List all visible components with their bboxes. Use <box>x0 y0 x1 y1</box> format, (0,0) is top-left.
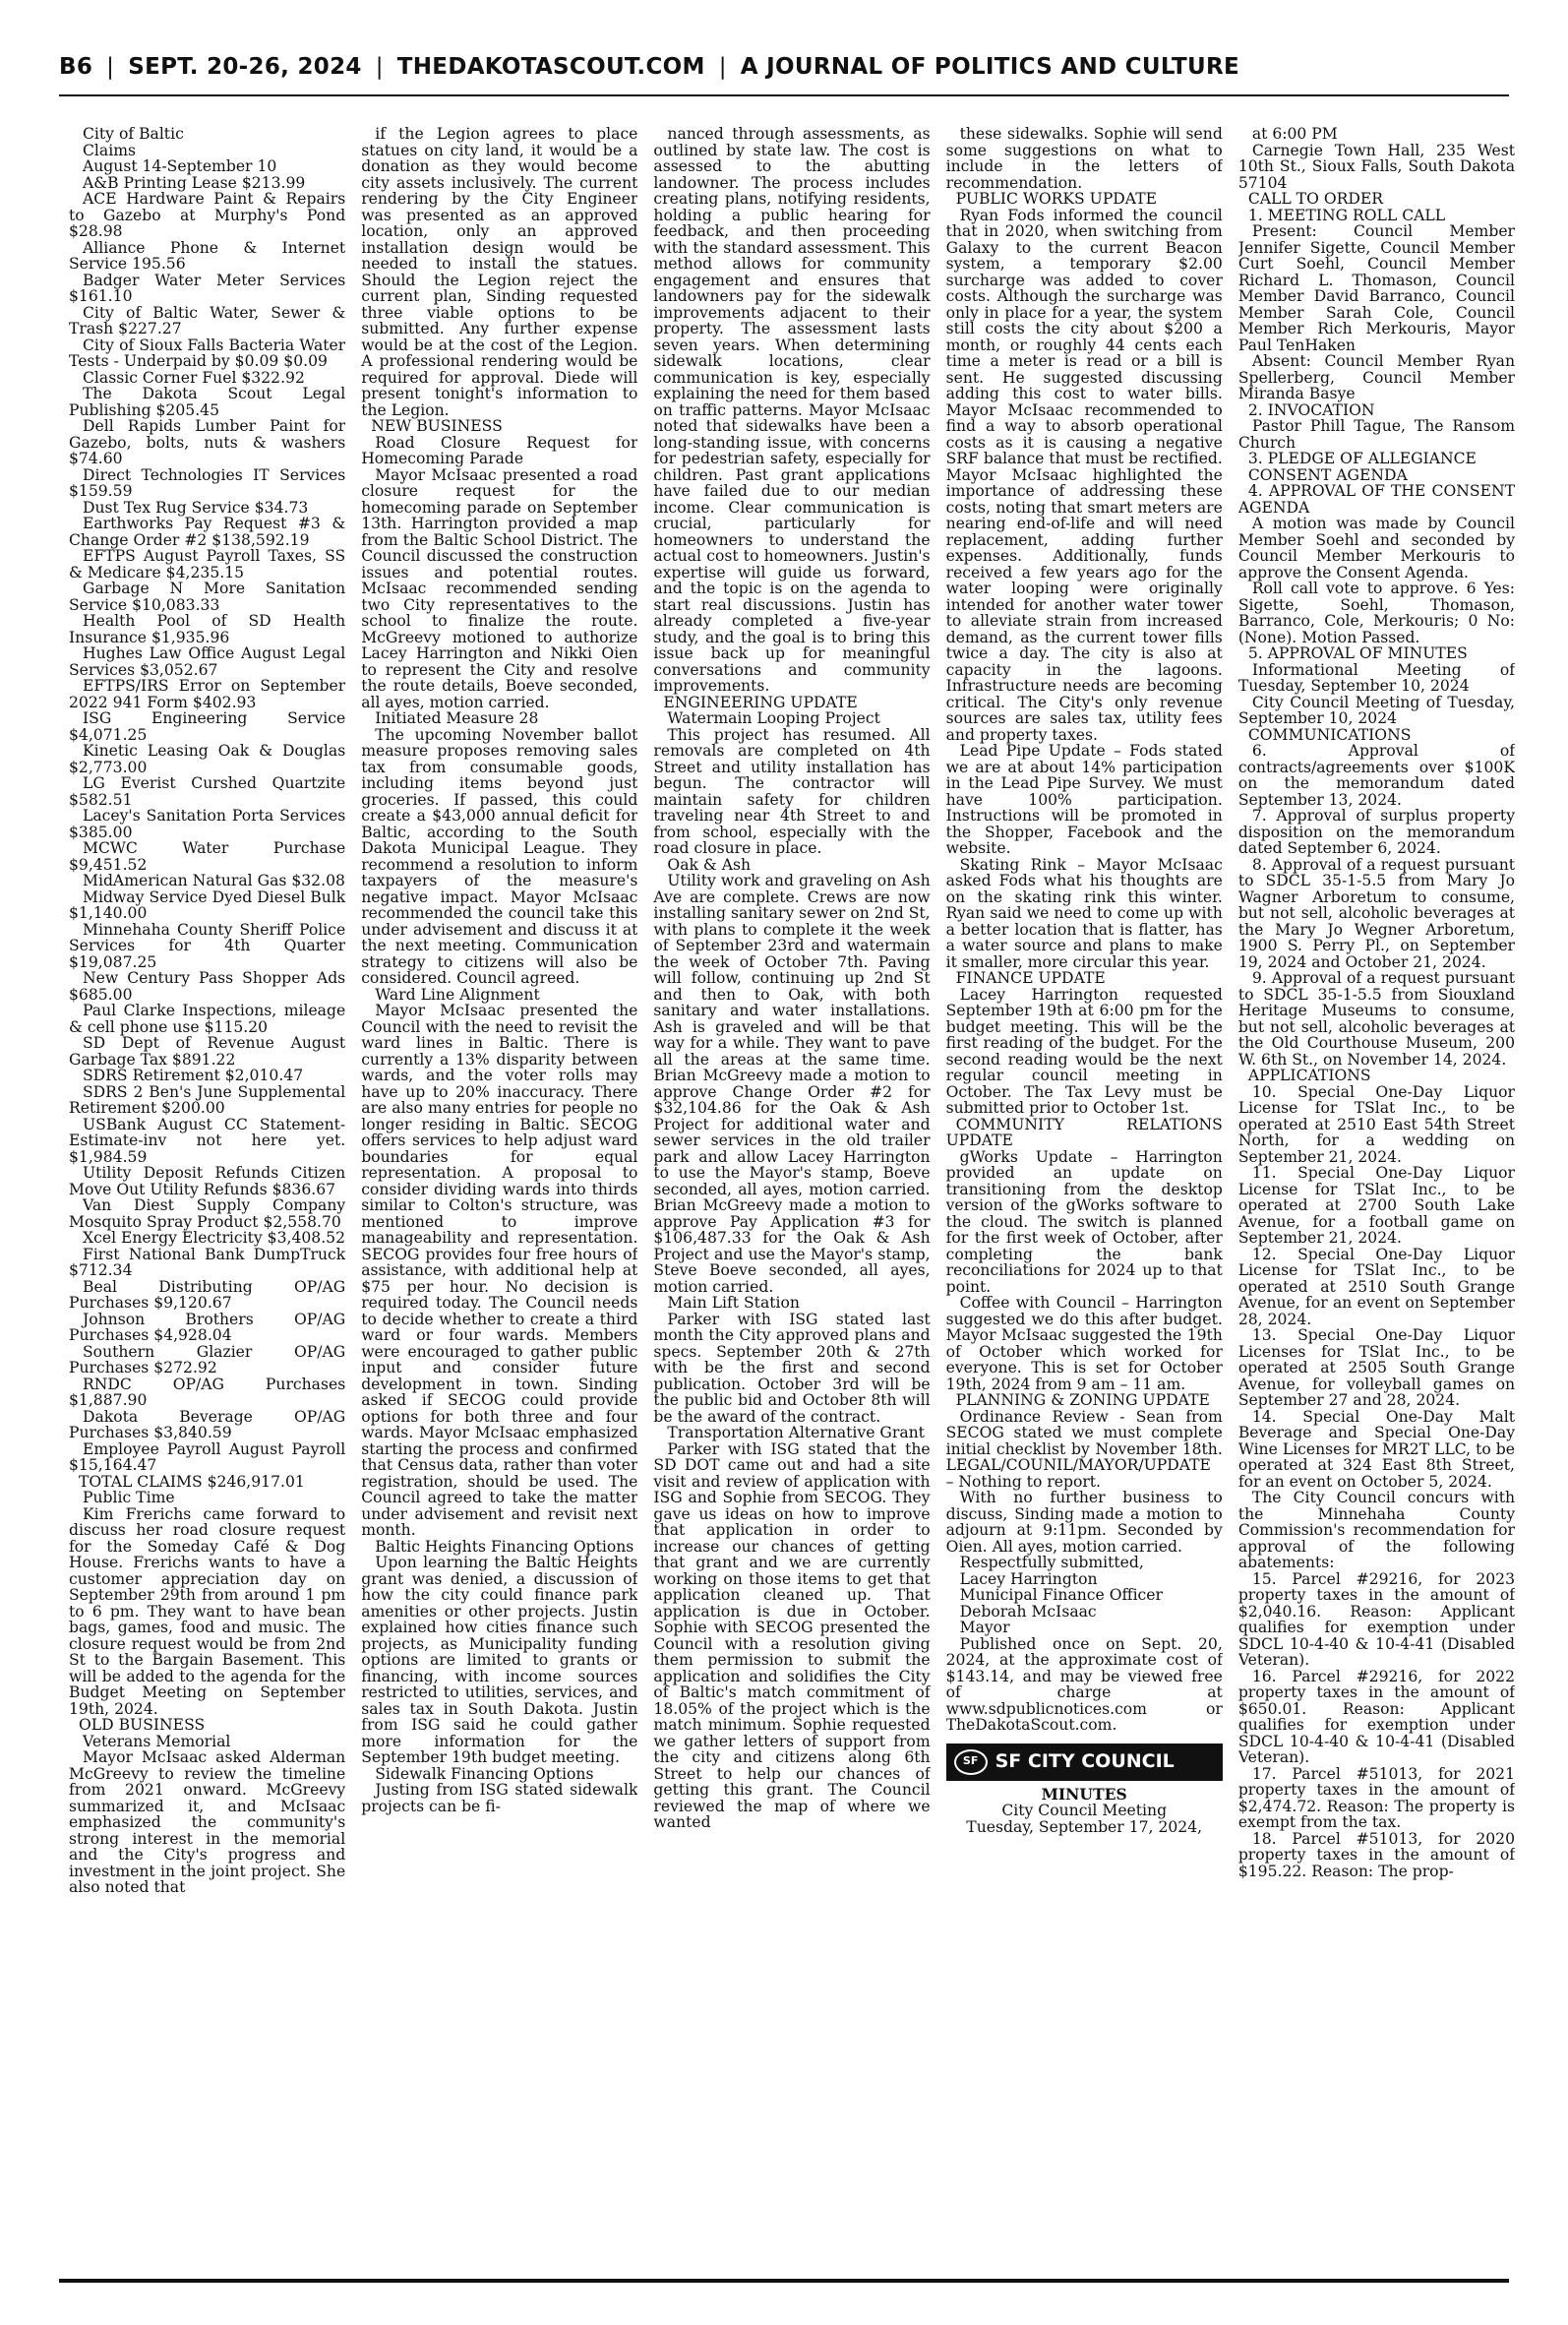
sf-city-council-badge <box>946 1744 1223 1781</box>
paragraph: 14. Special One-Day Malt Beverage and Special One-Day Wine Licenses for MR2T LLC, to be operated at 324 East 8th Street, for an event on October 5, 2024. <box>1237 1407 1516 1491</box>
paragraph: Dust Tex Rug Service $34.73 <box>83 498 309 517</box>
paragraph: Dell Rapids Lumber Paint for Gazebo, bolts, nuts & washers $74.60 <box>69 417 346 467</box>
paragraph: Minnehaha County Sheriff Police Services for 4th Quarter $19,087.25 <box>69 920 346 971</box>
minutes-title: MINUTES <box>1041 1784 1127 1804</box>
paragraph: Baltic Heights Financing Options <box>375 1537 634 1556</box>
paragraph: Beal Distributing OP/AG Purchases $9,120.67 <box>69 1277 346 1312</box>
paragraph: Informational Meeting of Tuesday, September 10, 2024 <box>1237 660 1516 695</box>
paragraph: Municipal Finance Officer <box>959 1586 1163 1604</box>
paragraph: 11. Special One-Day Liquor License for TSlat Inc., to be operated at 2700 South Lake Avenue, for a football game on September 21, 2024. <box>1237 1164 1516 1247</box>
paragraph: Published once on Sept. 20, 2024, at the approximate cost of $143.14, and may be viewed free of charge at www.sdpublicnotices.com or TheDakotaScout.com. <box>945 1634 1223 1734</box>
paragraph: 1. MEETING ROLL CALL <box>1247 206 1446 224</box>
paragraph: Employee Payroll August Payroll $15,164.47 <box>69 1439 346 1474</box>
paragraph: PUBLIC WORKS UPDATE <box>955 190 1158 208</box>
paragraph: 12. Special One-Day Liquor License for TSlat Inc., to be operated at 2510 South Grange Avenue, for an event on September 28, 2024. <box>1237 1245 1516 1328</box>
paragraph: Present: Council Member Jennifer Sigette, Council Member Curt Soehl, Council Member Richard L. Thomason, Council Member David Barranco, Council Member Sarah Cole, Council Member Rich Merkouris, Mayor Paul TenHaken <box>1237 222 1516 354</box>
paragraph: Dakota Beverage OP/AG Purchases $3,840.59 <box>69 1407 346 1441</box>
paragraph: Utility work and graveling on Ash Ave are complete. Crews are now installing sanitary sewer on 2nd St, with plans to complete it the week of September 23rd and watermain the week of October 7th. Paving will follow, continuing up 2nd St and then to Oak, with both sanitary and water installations. Ash is graveled and will be that way for a while. They want to pave all the areas at the same time. Brian McGreevy made a motion to approve Change Order #2 for $32,104.86 for the Oak & Ash Project for additional water and sewer services in the old trailer park and allow Lacey Harrington to use the Mayor's stamp, Boeve seconded, all ayes, motion carried. Brian McGreevy made a motion to approve Pay Application #3 for $106,487.33 for the Oak & Ash Project and use the Mayor's stamp, Steve Boeve seconded, all ayes, motion carried. <box>653 872 931 1296</box>
paragraph: Classic Corner Fuel $322.92 <box>83 368 305 387</box>
paragraph: Garbage N More Sanitation Service $10,083.33 <box>69 580 346 614</box>
paragraph: SD Dept of Revenue August Garbage Tax $891.22 <box>69 1034 346 1069</box>
paragraph: Claims <box>83 141 136 159</box>
paragraph: Main Lift Station <box>667 1294 800 1312</box>
paragraph: Public Time <box>83 1489 175 1506</box>
paragraph: Coffee with Council – Harrington suggested we do this after budget. Mayor McIsaac suggested the 19th of October which worked for everyone. This is set for October 19th, 2024 from 9 am – 11 am. <box>945 1294 1223 1393</box>
paragraph: Initiated Measure 28 <box>375 709 539 727</box>
paragraph: A&B Printing Lease $213.99 <box>83 173 306 192</box>
paragraph: Kinetic Leasing Oak & Douglas $2,773.00 <box>69 742 346 776</box>
paragraph: Utility Deposit Refunds Citizen Move Out Utility Refunds $836.67 <box>69 1164 346 1198</box>
site-name: THEDAKOTASCOUT.COM <box>396 54 705 80</box>
bottom-rule <box>59 2279 1509 2283</box>
column-4 <box>946 126 1223 2271</box>
paragraph: A motion was made by Council Member Soehl and seconded by Council Member Merkouris to approve the Consent Agenda. <box>1237 515 1516 581</box>
column-4-body <box>946 126 1223 1734</box>
paragraph: Alliance Phone & Internet Service 195.56 <box>69 238 346 273</box>
paragraph: Pastor Phill Tague, The Ransom Church <box>1237 417 1516 452</box>
paragraph: MCWC Water Purchase $9,451.52 <box>69 839 346 874</box>
paragraph: Johnson Brothers OP/AG Purchases $4,928.04 <box>69 1310 346 1344</box>
paragraph: Parker with ISG stated that the SD DOT came out and had a site visit and review of application with ISG and Sophie from SECOG. They gave us ideas on how to improve that application in order to increase our chances of getting that grant and we are currently working on those items to get that application cleaned up. That application is due in October. Sophie with SECOG presented the Council with a resolution giving them permission to submit the application and solidifies the City of Baltic's match commitment of 18.05% of the project which is the match minimum. Sophie requested we gather letters of support from the city and citizens along 6th Street to help our chances of getting this grant. The Council reviewed the map of where we wanted <box>653 1439 931 1831</box>
paragraph: Roll call vote to approve. 6 Yes: Sigette, Soehl, Thomason, Barranco, Cole, Merkouris; 0 No: (None). Motion Passed. <box>1237 580 1516 646</box>
minutes-meeting: City Council Meeting <box>1001 1802 1168 1819</box>
paragraph: Absent: Council Member Ryan Spellerberg, Council Member Miranda Basye <box>1237 352 1516 402</box>
paragraph: if the Legion agrees to place statues on city land, it would be a donation as they would become city assets inclusively. The current rendering by the City Engineer was presented as an approved location, only an approved installation design would be needed to install the statues. Should the Legion reject the current plan, Sinding requested three viable options to be submitted. Any further expense would be at the cost of the Legion. A professional rendering would be required for approval. Diede will present tonight's information to the Legion. <box>361 126 638 419</box>
paragraph: This project has resumed. All removals are completed on 4th Street and utility installation has begun. The contractor will maintain safety for children traveling near 4th Street to and from school, especially with the road closure in place. <box>653 725 931 857</box>
paragraph: Southern Glazier OP/AG Purchases $272.92 <box>69 1342 346 1377</box>
paragraph: FINANCE UPDATE <box>955 969 1106 987</box>
paragraph: Parker with ISG stated last month the City approved plans and specs. September 20th & 27th with be the first and second publication. October 3rd will be the public bid and October 8th will be the award of the contract. <box>653 1310 931 1426</box>
paragraph: Mayor McIsaac presented the Council with the need to revisit the ward lines in Baltic. There is currently a 13% disparity between wards, and the voter rolls may have up to 20% inaccuracy. There are also many entries for people no longer residing in Baltic. SECOG offers services to help adjust ward boundaries for equal representation. A proposal to consider dividing wards into thirds similar to Colton's structure, was mentioned to improve manageability and representation. SECOG provides four free hours of assistance, with additional help at $75 per hour. No decision is required today. The Council needs to decide whether to create a third ward or four wards. Members were encouraged to gather public input and consider future development in town. Sinding asked if SECOG could provide options for both three and four wards. Mayor McIsaac emphasized starting the process and confirmed that Census data, rather than voter registration, should be used. The Council agreed to take the matter under advisement and revisit next month. <box>361 1002 638 1539</box>
paragraph: 9. Approval of a request pursuant to SDCL 35-1-5.5 from Siouxland Heritage Museums to consume, but not sell, alcoholic beverages at the Old Courthouse Museum, 200 W. 6th St., on November 14, 2024. <box>1237 969 1516 1069</box>
paragraph: Kim Frerichs came forward to discuss her road closure request for the Someday Café & Dog House. Frerichs wants to have a customer appreciation day on September 29th from around 1 pm to 6 pm. They want to have bean bags, games, food and music. The closure request would be from 2nd St to the Bargain Basement. This will be added to the agenda for the Budget Meeting on September 19th, 2024. <box>69 1504 346 1718</box>
paragraph: Xcel Energy Electricity $3,408.52 <box>83 1229 346 1247</box>
paragraph: The upcoming November ballot measure proposes removing sales tax from consumable goods, including items beyond just groceries. If passed, this could create a $43,000 annual deficit for Baltic, according to the South Dakota Municipal League. They recommend a resolution to inform taxpayers of the measure's negative impact. Mayor McIsaac recommended the council take this under advisement and discuss it at the next meeting. Communication strategy to citizens will also be considered. Council agreed. <box>361 725 638 987</box>
paragraph: Mayor McIsaac presented a road closure request for the homecoming parade on September 13th. Harrington provided a map from the Baltic School District. The Council discussed the construction issues and potential routes. McIsaac recommended sending two City representatives to the school to finalize the route. McGreevy motioned to authorize Lacey Harrington and Nikki Oien to represent the City and resolve the route details, Boeve seconded, all ayes, motion carried. <box>361 465 638 711</box>
paragraph: Hughes Law Office August Legal Services $3,052.67 <box>69 644 346 679</box>
paragraph: NEW BUSINESS <box>371 417 503 435</box>
paragraph: CALL TO ORDER <box>1247 190 1383 208</box>
paragraph: 10. Special One-Day Liquor License for TSlat Inc., to be operated at 2510 East 54th Street North, for a wedding on September 21, 2024. <box>1237 1082 1516 1166</box>
paragraph: City of Baltic <box>83 126 184 143</box>
paragraph: 17. Parcel #51013, for 2021 property taxes in the amount of $2,474.72. Reason: The property is exempt from the tax. <box>1237 1764 1516 1831</box>
paragraph: Road Closure Request for Homecoming Parade <box>361 433 638 467</box>
paragraph: City Council Meeting of Tuesday, September 10, 2024 <box>1237 693 1516 727</box>
header-rule <box>59 94 1509 96</box>
paragraph: ISG Engineering Service $4,071.25 <box>69 709 346 744</box>
paragraph: 6. Approval of contracts/agreements over $100K on the memorandum dated September 13, 2024. <box>1237 742 1516 809</box>
paragraph: Mayor <box>959 1619 1010 1636</box>
paragraph: these sidewalks. Sophie will send some suggestions on what to include in the letters of recommendation. <box>945 126 1223 192</box>
paragraph: COMMUNICATIONS <box>1247 725 1412 744</box>
column-2 <box>361 126 637 2271</box>
paragraph: RNDC OP/AG Purchases $1,887.90 <box>69 1375 346 1409</box>
paragraph: Sidewalk Financing Options <box>375 1764 594 1783</box>
paragraph: New Century Pass Shopper Ads $685.00 <box>69 969 346 1004</box>
badge-label: SF CITY COUNCIL <box>995 1750 1175 1773</box>
paragraph: August 14-September 10 <box>83 157 277 175</box>
paragraph: Lacey's Sanitation Porta Services $385.00 <box>69 807 346 841</box>
paragraph: Transportation Alternative Grant <box>667 1424 925 1441</box>
paragraph: 16. Parcel #29216, for 2022 property taxes in the amount of $650.01. Reason: Applicant qualifies for exemption under SDCL 10-4-40 & 10-4-41 (Disabled Veteran). <box>1237 1667 1516 1766</box>
paragraph: SDRS 2 Ben's June Supplemental Retirement $200.00 <box>69 1082 346 1117</box>
issue-date: SEPT. 20-26, 2024 <box>128 54 362 80</box>
paragraph: Carnegie Town Hall, 235 West 10th St., Sioux Falls, South Dakota 57104 <box>1237 141 1516 192</box>
paragraph: TOTAL CLAIMS $246,917.01 <box>79 1472 305 1491</box>
sf-logo-icon: SF <box>954 1749 988 1775</box>
paragraph: CONSENT AGENDA <box>1247 465 1408 484</box>
paragraph: Badger Water Meter Services $161.10 <box>69 271 346 305</box>
paragraph: Lead Pipe Update – Fods stated we are at about 14% participation in the Lead Pipe Survey. We must have 100% participation. Instructions will be promoted in the Shopper, Facebook and the website. <box>945 742 1223 857</box>
column-3 <box>653 126 930 2271</box>
columns <box>69 126 1515 2271</box>
paragraph: Veterans Memorial <box>83 1732 231 1750</box>
paragraph: EFTPS/IRS Error on September 2022 941 Form $402.93 <box>69 677 346 711</box>
paragraph: ACE Hardware Paint & Repairs to Gazebo at Murphy's Pond $28.98 <box>69 190 346 240</box>
paragraph: With no further business to discuss, Sinding made a motion to adjourn at 9:11pm. Seconded by Oien. All ayes, motion carried. <box>945 1489 1223 1556</box>
paragraph: Upon learning the Baltic Heights grant was denied, a discussion of how the city could finance park amenities or other projects. Justin explained how cities finance such projects, as Municipality funding options are limited to grants or financing, with income sources restricted to utilities, services, and sales tax in South Dakota. Justin from ISG said he could gather more information for the September 19th budget meeting. <box>361 1554 638 1766</box>
paragraph: The Dakota Scout Legal Publishing $205.45 <box>69 385 346 419</box>
paragraph: Respectfully submitted, <box>959 1554 1144 1571</box>
paragraph: Lacey Harrington requested September 19th at 6:00 pm for the budget meeting. This will be the first reading of the budget. For the second reading would be the next regular council meeting in October. The Tax Levy must be submitted prior to October 1st. <box>945 985 1223 1117</box>
paragraph: 8. Approval of a request pursuant to SDCL 35-1-5.5 from Mary Jo Wagner Arboretum to consume, but not sell, alcoholic beverages at the Mary Jo Wegner Arboretum, 1900 S. Perry Pl., on September 19, 2024 and October 21, 2024. <box>1237 855 1516 971</box>
paragraph: 13. Special One-Day Liquor Licenses for TSlat Inc., to be operated at 2505 South Grange Avenue, for volleyball games on September 27 and 28, 2024. <box>1237 1326 1516 1409</box>
paragraph: SDRS Retirement $2,010.47 <box>83 1067 304 1084</box>
paragraph: 3. PLEDGE OF ALLEGIANCE <box>1247 450 1477 467</box>
paragraph: 4. APPROVAL OF THE CONSENT AGENDA <box>1237 482 1516 517</box>
paragraph: Mayor McIsaac asked Alderman McGreevy to review the timeline from 2021 onward. McGreevy summarized it, and McIsaac emphasized the community's strong interest in the memorial and the City's progress and investment in the joint project. She also noted that <box>69 1748 346 1896</box>
paragraph: 18. Parcel #51013, for 2020 property taxes in the amount of $195.22. Reason: The prop- <box>1237 1829 1516 1880</box>
tagline: A JOURNAL OF POLITICS AND CULTURE <box>740 54 1240 80</box>
paragraph: USBank August CC Statement-Estimate-inv not here yet. $1,984.59 <box>69 1115 346 1166</box>
paragraph: Van Diest Supply Company Mosquito Spray Product $2,558.70 <box>69 1196 346 1231</box>
paragraph: MidAmerican Natural Gas $32.08 <box>83 872 345 889</box>
paragraph: Skating Rink – Mayor McIsaac asked Fods what his thoughts are on the skating rink this winter. Ryan said we need to come up with a better location that is flatter, has a water source and plans to make it smaller, more circular this year. <box>945 855 1223 971</box>
paragraph: Watermain Looping Project <box>667 709 880 727</box>
paragraph: 7. Approval of surplus property disposition on the memorandum dated September 6, 2024. <box>1237 807 1516 857</box>
paragraph: The City Council concurs with the Minnehaha County Commission's recommendation for approval of the following abatements: <box>1237 1489 1516 1571</box>
paragraph: 5. APPROVAL OF MINUTES <box>1247 644 1468 662</box>
paragraph: COMMUNITY RELATIONS UPDATE <box>945 1115 1223 1149</box>
paragraph: 2. INVOCATION <box>1247 400 1375 419</box>
paragraph: APPLICATIONS <box>1247 1067 1371 1084</box>
paragraph: Deborah McIsaac <box>959 1602 1097 1621</box>
paragraph: Ward Line Alignment <box>375 985 540 1004</box>
paragraph: Justing from ISG stated sidewalk projects can be fi- <box>361 1781 638 1815</box>
paragraph: Midway Service Dyed Diesel Bulk $1,140.00 <box>69 887 346 922</box>
paragraph: gWorks Update – Harrington provided an update on transitioning from the desktop version of the gWorks software to the cloud. The switch is planned for the first week of October, after completing the bank reconciliations for 2024 up to that point. <box>945 1147 1223 1296</box>
page-number: B6 <box>59 54 93 80</box>
paragraph: ENGINEERING UPDATE <box>663 693 858 711</box>
paragraph: Paul Clarke Inspections, mileage & cell phone use $115.20 <box>69 1002 346 1036</box>
minutes-date: Tuesday, September 17, 2024, <box>966 1817 1203 1836</box>
column-5 <box>1238 126 1515 2271</box>
paragraph: City of Sioux Falls Bacteria Water Tests - Underpaid by $0.09 $0.09 <box>69 336 346 370</box>
column-1 <box>69 126 345 2271</box>
paragraph: EFTPS August Payroll Taxes, SS & Medicare $4,235.15 <box>69 547 346 581</box>
paragraph: First National Bank DumpTruck $712.34 <box>69 1245 346 1279</box>
paragraph: PLANNING & ZONING UPDATE <box>955 1391 1210 1409</box>
paragraph: at 6:00 PM <box>1251 126 1338 143</box>
paragraph: Health Pool of SD Health Insurance $1,935.96 <box>69 612 346 646</box>
page-header: B6 | SEPT. 20-26, 2024 | THEDAKOTASCOUT.COM | A JOURNAL OF POLITICS AND CULTURE <box>59 54 1240 80</box>
paragraph: LG Everist Curshed Quartzite $582.51 <box>69 774 346 809</box>
paragraph: 15. Parcel #29216, for 2023 property taxes in the amount of $2,040.16. Reason: Applicant qualifies for exemption under SDCL 10-4-40 & 10-4-41 (Disabled Veteran). <box>1237 1569 1516 1669</box>
paragraph: Lacey Harrington <box>959 1569 1098 1588</box>
paragraph: OLD BUSINESS <box>79 1716 206 1734</box>
paragraph: Ryan Fods informed the council that in 2020, when switching from Galaxy to the current Beacon system, a temporary $2.00 surcharge was added to cover costs. Although the surcharge was only in place for a year, the system still costs the city about $200 a month, or roughly 44 cents each time a meter is read or a bill is sent. He suggested discussing adding this cost to water bills. Mayor McIsaac recommended to find a way to absorb operational costs as it is causing a negative SRF balance that must be rectified. Mayor McIsaac highlighted the importance of addressing these costs, noting that smart meters are nearing end-of-life and will need replacement, adding further expenses. Additionally, funds received a few years ago for the water looping were originally intended for another water tower to alleviate strain from increased demand, as the current tower fills twice a day. The city is also at capacity in the lagoons. Infrastructure needs are becoming critical. The City's only revenue sources are sales tax, utility fees and property taxes. <box>945 206 1223 744</box>
paragraph: Ordinance Review - Sean from SECOG stated we must complete initial checklist by November 18th. LEGAL/COUNIL/MAYOR/UPDATE – Nothing to report. <box>945 1407 1223 1491</box>
paragraph: City of Baltic Water, Sewer & Trash $227.27 <box>69 303 346 337</box>
paragraph: Oak & Ash <box>667 855 752 874</box>
paragraph: nanced through assessments, as outlined by state law. The cost is assessed to the abutting landowner. The process includes creating plans, notifying residents, holding a public hearing for feedback, and then proceeding with the standard assessment. This method allows for community engagement and ensures that landowners pay for the sidewalk improvements adjacent to their property. The assessment lasts seven years. When determining sidewalk locations, clear communication is key, especially explaining the need for them based on traffic patterns. Mayor McIsaac noted that sidewalks have been a long-standing issue, with concerns for pedestrian safety, especially for children. Past grant applications have failed due to our median income. Clear communication is crucial, particularly for homeowners to understand the actual cost to homeowners. Justin's expertise will guide us forward, and the topic is on the agenda to start real discussions. Justin has already completed a five-year study, and the goal is to bring this issue back up for meaningful conversations and community improvements. <box>653 126 931 695</box>
paragraph: Earthworks Pay Request #3 & Change Order #2 $138,592.19 <box>69 515 346 549</box>
paragraph: Direct Technologies IT Services $159.59 <box>69 465 346 500</box>
